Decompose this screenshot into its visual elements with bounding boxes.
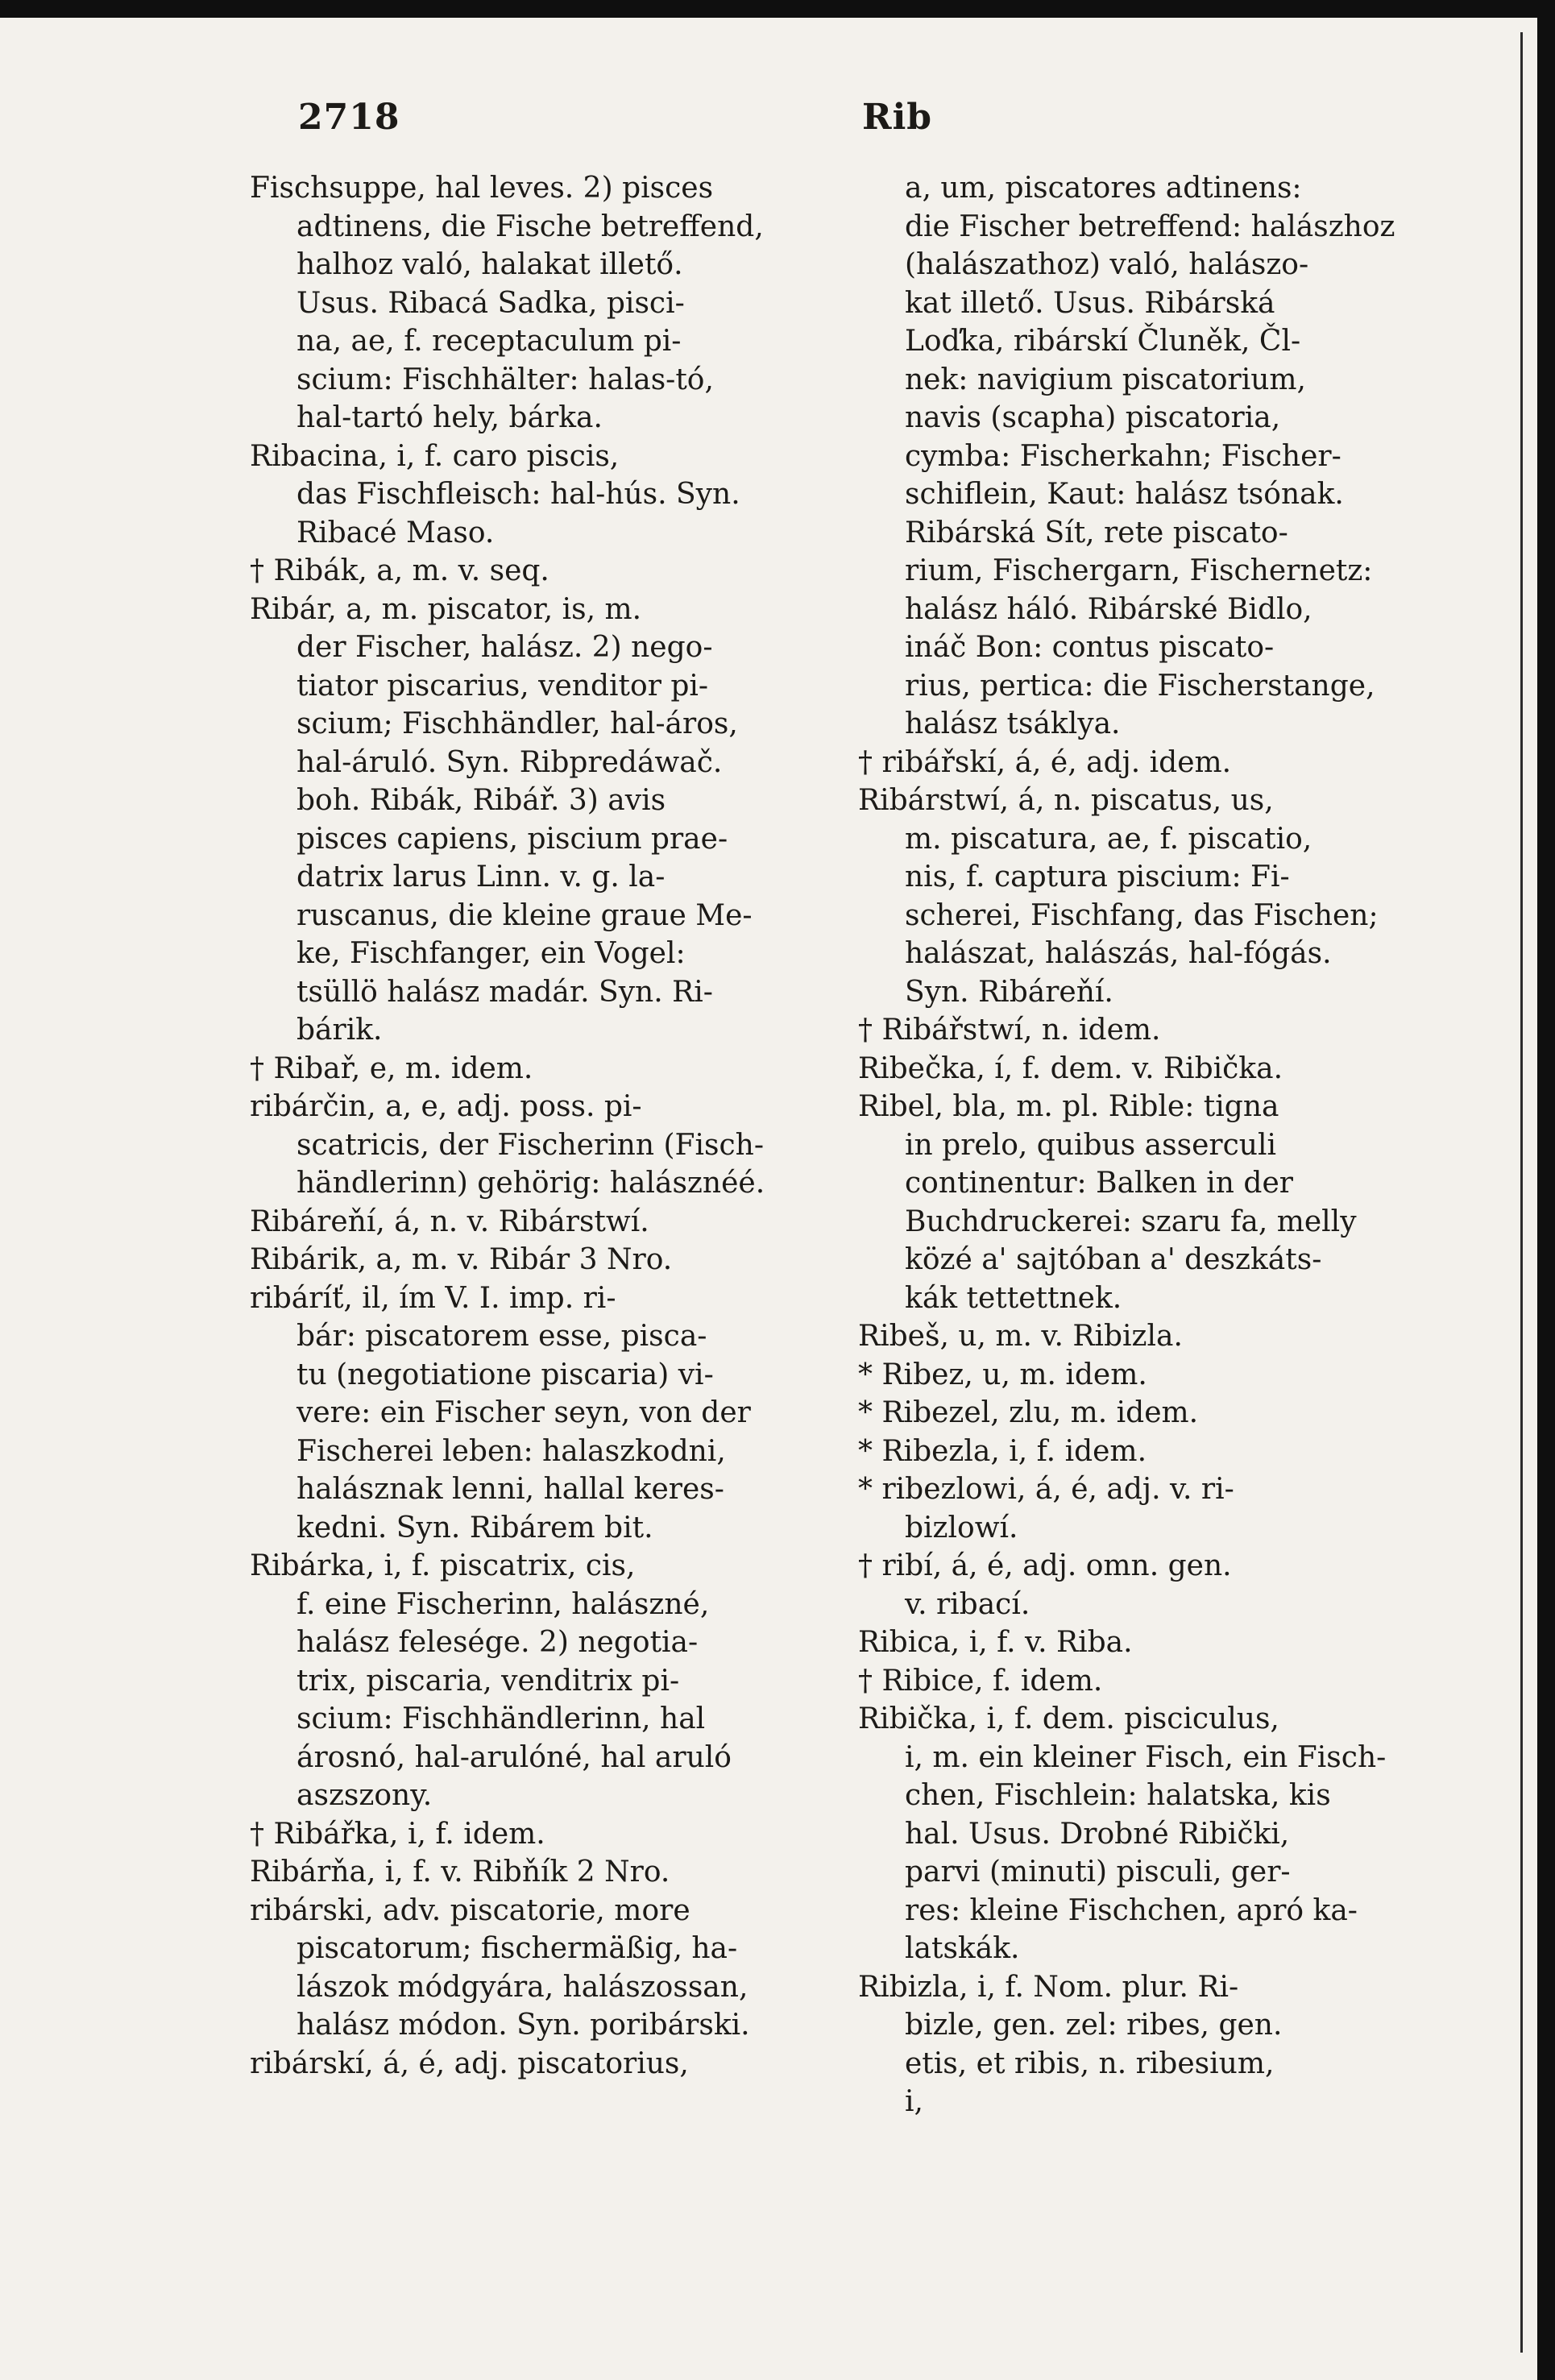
entry-line: adtinens, die Fische betreffend, [296,209,764,243]
entry-line: Syn. Ribáreňí. [905,975,1113,1009]
entry-line: Ribárstwí, á, n. piscatus, us, [858,784,1274,817]
entry-line: ke, Fischfanger, ein Vogel: [296,937,686,970]
entry-line: a, um, piscatores adtinens: [905,172,1302,205]
entry-line: schiflein, Kaut: halász tsónak. [905,478,1344,511]
entry-line: i, m. ein kleiner Fisch, ein Fisch- [905,1740,1387,1774]
entry-line: kat illető. Usus. Ribárská [905,286,1275,320]
entry-line: ináč Bon: contus piscato- [905,631,1275,664]
entry-line: Ribárka, i, f. piscatrix, cis, [250,1549,636,1582]
entry-line: halász felesége. 2) negotia- [296,1626,699,1659]
entry-line: hal. Usus. Drobné Ribički, [905,1817,1290,1851]
entry-line: datrix larus Linn. v. g. la- [296,860,666,894]
entry-line: rium, Fischergarn, Fischernetz: [905,554,1373,587]
page-header [298,97,959,161]
entry-line: händlerinn) gehörig: halásznéé. [296,1167,765,1200]
left-column [250,169,830,2304]
entry-line: res: kleine Fischchen, apró ka- [905,1893,1358,1927]
entry-line: tsüllö halász madár. Syn. Ri- [296,975,713,1009]
entry-line: na, ae, f. receptaculum pi- [296,325,682,358]
entry-line: halásznak lenni, hallal keres- [296,1473,724,1506]
entry-line: Ribacina, i, f. caro piscis, [250,439,620,473]
entry-line: Usus. Ribacá Sadka, pisci- [296,286,685,320]
entry-line: continentur: Balken in der [905,1167,1293,1200]
entry-line: Ribárňa, i, f. v. Ribňík 2 Nro. [250,1855,670,1889]
entry-line: der Fischer, halász. 2) nego- [296,631,713,664]
entry-line: bárik. [296,1014,383,1047]
entry-line: † ribí, á, é, adj. omn. gen. [858,1549,1232,1582]
entry-line: halhoz való, halakat illető. [296,248,683,281]
entry-line: navis (scapha) piscatoria, [905,401,1281,434]
entry-line: scatricis, der Fischerinn (Fisch- [296,1128,765,1162]
entry-line: vere: ein Fischer seyn, von der [296,1396,751,1429]
entry-line: ribárskí, á, é, adj. piscatorius, [250,2046,689,2080]
entry-line: rius, pertica: die Fischerstange, [905,669,1375,703]
entry-line: parvi (minuti) pisculi, ger- [905,1855,1291,1889]
entry-line: kák tettettnek. [905,1281,1122,1315]
entry-line: lászok módgyára, halászossan, [296,1970,748,2004]
entry-line: etis, et ribis, n. ribesium, [905,2046,1275,2080]
entry-line: ribárčin, a, e, adj. poss. pi- [250,1090,642,1123]
entry-line: Ribička, i, f. dem. pisciculus, [858,1702,1279,1735]
entry-line: trix, piscaria, venditrix pi- [296,1664,680,1698]
entry-line: aszszony. [296,1779,433,1812]
entry-line: Ribárik, a, m. v. Ribár 3 Nro. [250,1243,673,1276]
entry-line: halász módon. Syn. poribárski. [296,2009,750,2042]
entry-line: tiator piscarius, venditor pi- [296,669,709,703]
entry-line: ribárski, adv. piscatorie, more [250,1893,690,1927]
entry-line: Ribel, bla, m. pl. Rible: tigna [858,1090,1279,1123]
entry-line: kedni. Syn. Ribárem bit. [296,1511,653,1545]
entry-line: † Ribice, f. idem. [858,1664,1103,1698]
entry-line: in prelo, quibus asserculi [905,1128,1276,1162]
entry-line: die Fischer betreffend: halászhoz [905,209,1395,243]
entry-line: ribáríť, il, ím V. I. imp. ri- [250,1281,616,1315]
entry-line: nek: navigium piscatorium, [905,363,1306,396]
entry-line: hal-áruló. Syn. Ribpredáwač. [296,745,723,779]
entry-line: halászat, halászás, hal-fógás. [905,937,1332,970]
entry-line: Fischerei leben: halaszkodni, [296,1434,726,1468]
entry-line: * ribezlowi, á, é, adj. v. ri- [858,1473,1234,1506]
entry-line: Ribáreňí, á, n. v. Ribárstwí. [250,1205,649,1238]
entry-line: * Ribezla, i, f. idem. [858,1434,1147,1468]
entry-line: † Ribák, a, m. v. seq. [250,554,549,587]
entry-line: nis, f. captura piscium: Fi- [905,860,1290,894]
entry-line: latskák. [905,1932,1020,1965]
dictionary-page [48,32,1515,2353]
entry-line: pisces capiens, piscium prae- [296,822,728,856]
entry-line: scium: Fischhändlerinn, hal [296,1702,706,1735]
scan-top-border [0,0,1555,18]
entry-line: árosnó, hal-arulóné, hal aruló [296,1740,732,1774]
entry-line: bár: piscatorem esse, pisca- [296,1320,707,1353]
entry-line: Ribár, a, m. piscator, is, m. [250,592,642,626]
entry-line: * Ribez, u, m. idem. [858,1358,1147,1391]
entry-line: Ribeš, u, m. v. Ribizla. [858,1320,1183,1353]
entry-line: Buchdruckerei: szaru fa, melly [905,1205,1357,1238]
entry-line: m. piscatura, ae, f. piscatio, [905,822,1312,856]
entry-line: ruscanus, die kleine graue Me- [296,898,753,932]
entry-line: v. ribací. [905,1587,1030,1621]
page-number: 2718 [298,97,400,138]
entry-line: piscatorum; fischermäßig, ha- [296,1932,738,1965]
entry-line: scium: Fischhälter: halas-tó, [296,363,714,396]
entry-line: Ribizla, i, f. Nom. plur. Ri- [858,1970,1239,2004]
entry-line: közé a' sajtóban a' deszkáts- [905,1243,1322,1276]
entry-line: Loďka, ribárskí Čluněk, Čl- [905,325,1301,358]
entry-line: chen, Fischlein: halatska, kis [905,1779,1331,1812]
entry-line: Ribacé Maso. [296,516,495,549]
entry-line: das Fischfleisch: hal-hús. Syn. [296,478,740,511]
entry-line: f. eine Fischerinn, halászné, [296,1587,710,1621]
entry-line: Fischsuppe, hal leves. 2) pisces [250,172,714,205]
entry-line: scium; Fischhändler, hal-áros, [296,707,738,740]
entry-line: Ribárská Sít, rete piscato- [905,516,1288,549]
entry-line: i, [905,2085,923,2118]
entry-line: † Ribářstwí, n. idem. [858,1014,1161,1047]
entry-line: † Ribař, e, m. idem. [250,1051,533,1085]
page-edge-line [1520,32,1523,2353]
entry-line: boh. Ribák, Ribář. 3) avis [296,784,666,817]
right-column [858,169,1438,2304]
entry-line: hal-tartó hely, bárka. [296,401,603,434]
running-head: Rib [862,97,933,138]
entry-line: † Ribářka, i, f. idem. [250,1817,545,1851]
entry-line: (halászathoz) való, halászo- [905,248,1309,281]
entry-line: bizle, gen. zel: ribes, gen. [905,2009,1283,2042]
entry-line: halász háló. Ribárské Bidlo, [905,592,1312,626]
entry-line: † ribářskí, á, é, adj. idem. [858,745,1232,779]
entry-line: * Ribezel, zlu, m. idem. [858,1396,1199,1429]
entry-line: bizlowí. [905,1511,1018,1545]
scan-right-border [1537,0,1555,2380]
entry-line: Ribečka, í, f. dem. v. Ribička. [858,1051,1283,1085]
entry-line: tu (negotiatione piscaria) vi- [296,1358,714,1391]
entry-line: scherei, Fischfang, das Fischen; [905,898,1379,932]
entry-line: halász tsáklya. [905,707,1121,740]
entry-line: cymba: Fischerkahn; Fischer- [905,439,1341,473]
entry-line: Ribica, i, f. v. Riba. [858,1626,1133,1659]
